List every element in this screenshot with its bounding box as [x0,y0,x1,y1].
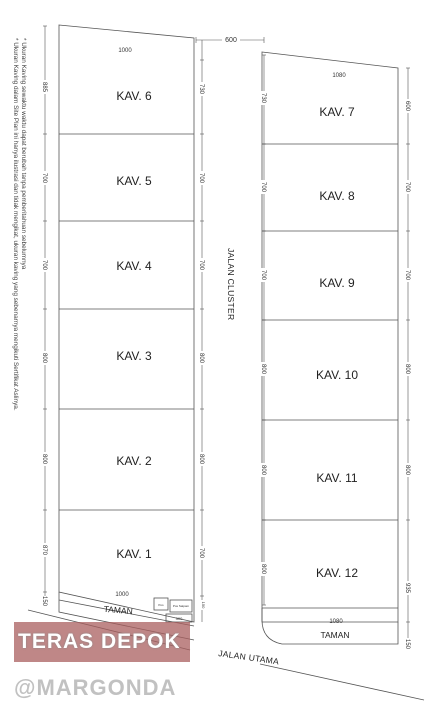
dim-kav-9-right: 700 [404,269,410,281]
watermark-teras-depok: TERAS DEPOK [14,622,190,662]
right-lot-labels [316,73,358,640]
taman-right-label: TAMAN [320,630,350,640]
dim-kav-12-left: 800 [260,563,266,575]
lot-label-kav-9: KAV. 9 [319,276,355,290]
lot-label-kav-4: KAV. 4 [116,259,152,273]
dim-kav-2-left: 800 [41,453,47,465]
dim-kav-10-left: 800 [260,363,266,375]
left-bottom-width: 1000 [115,592,129,598]
dim-kav-1-left: 870 [41,544,47,556]
watermark-margonda: @MARGONDA [14,675,177,700]
dim-taman-right: 150 [404,638,410,650]
lot-label-kav-11: KAV. 11 [316,471,358,485]
dim-kav-2-right: 800 [198,453,204,465]
left-top-width: 1000 [118,48,132,54]
dim-kav-8-right: 700 [404,181,410,193]
lot-label-kav-12: KAV. 12 [315,566,359,580]
note-2: * Ukuran Kaving sewaktu waktu dapat berubah tanpa pemberitahuan sebelumnya [20,38,27,270]
dim-kav-4-right: 700 [198,259,204,271]
dim-kav-5-left: 700 [41,172,47,184]
lot-label-kav-7: KAV. 7 [319,105,355,119]
dim-kav-9-left: 700 [260,269,266,281]
right-bottom-width: 1080 [329,619,343,625]
road-width-label: 600 [225,37,237,44]
lot-label-kav-2: KAV. 2 [116,454,152,468]
note-1: * Ukuran Kaving dalam Site Plan ini hanya ilustrasi dan tidak mengikat, ukuran kaving yang sebenarnya mengikuti Sertifikat Aslinya. [12,38,19,411]
lot-label-kav-1: KAV. 1 [116,547,152,561]
dim-kav-4-left: 700 [41,259,47,271]
jalan-utama-label: JALAN UTAMA [217,648,280,667]
dim-kav-1-right: 700 [198,547,204,559]
right-inner-dimensions [262,55,266,605]
dim-kav-11-left: 800 [260,464,266,476]
left-inner-dimensions [200,40,204,622]
lot-label-kav-3: KAV. 3 [116,349,152,363]
lot-label-kav-8: KAV. 8 [319,189,355,203]
dim-kav-7-right: 600 [404,100,410,112]
dim-taman-left: 150 [41,595,47,607]
right-block-outline [262,52,398,622]
dim-taman-left-inner: 150 [201,601,206,609]
pos-satpam-label: Pos Satpam [172,604,190,608]
taman-left-label: TAMAN [103,603,134,617]
dim-kav-3-left: 800 [41,352,47,364]
right-outer-dimensions [406,68,410,648]
jalan-cluster-label: JALAN CLUSTER [226,248,236,321]
dim-kav-6-right: 730 [198,83,204,95]
dim-kav-10-right: 800 [404,363,410,375]
pos-label: Pos [158,603,164,607]
dim-kav-5-right: 700 [198,172,204,184]
dim-kav-6-left: 885 [41,81,47,93]
lot-label-kav-6: KAV. 6 [116,89,152,103]
notes [12,38,27,411]
lot-label-kav-10: KAV. 10 [315,368,359,382]
main-road-edge-right [260,664,424,700]
left-block-outline [59,25,194,622]
right-top-width: 1080 [332,73,346,79]
dim-kav-8-left: 700 [260,181,266,193]
dim-kav-3-right: 800 [198,352,204,364]
lot-label-kav-5: KAV. 5 [116,174,152,188]
dim-kav-12-right: 935 [404,582,410,594]
gate-width-label: 300 [175,616,183,621]
left-outer-dimensions [43,26,47,606]
right-block [262,52,398,644]
dim-kav-7-left: 730 [260,92,266,104]
dim-kav-11-right: 800 [404,464,410,476]
